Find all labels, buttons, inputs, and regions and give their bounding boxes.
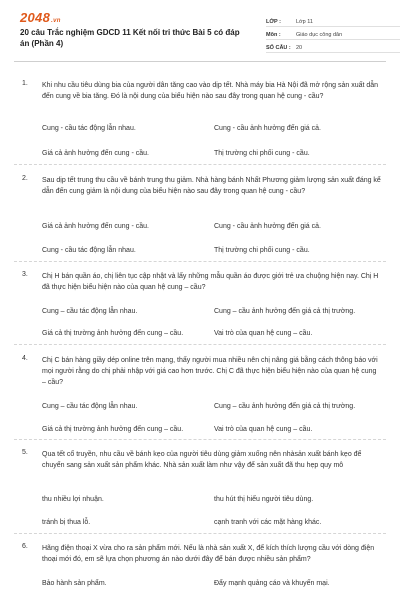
question-number: 6.: [22, 543, 28, 550]
meta-label: Môn :: [266, 32, 281, 38]
option-a[interactable]: Bảo hành sản phẩm.: [42, 580, 107, 587]
question-divider: [14, 533, 386, 534]
option-a[interactable]: Giá cả ảnh hưởng đến cung - cầu.: [42, 223, 149, 230]
option-d[interactable]: Vai trò của quan hệ cung – cầu.: [214, 330, 313, 337]
document-header: [14, 0, 386, 62]
question-divider: [14, 261, 386, 262]
option-b[interactable]: Đẩy mạnh quảng cáo và khuyến mại.: [214, 580, 330, 587]
option-b[interactable]: thu hút thị hiếu người tiêu dùng.: [214, 496, 314, 503]
question-number: 4.: [22, 355, 28, 362]
question-text: Sau dịp tết trung thu cầu về bánh trung thu giảm. Nhà hàng bánh Nhất Phương giảm lượng sản xuất đáng kể dẫn đến cung giảm là nội dung của biểu hiện nào sau đây trong quan hệ cung - cầu?: [42, 177, 381, 195]
option-b[interactable]: Cung – cầu ảnh hưởng đến giá cả thị trường.: [214, 308, 356, 315]
meta-row-count: [266, 40, 400, 53]
option-c[interactable]: Cung - cầu tác động lẫn nhau.: [42, 247, 136, 254]
option-a[interactable]: Cung – cầu tác động lẫn nhau.: [42, 403, 138, 410]
meta-row-subject: [266, 27, 400, 40]
question-text: Khi nhu cầu tiêu dùng bia của người dân tăng cao vào dịp tết. Nhà máy bia Hà Nội đã mở rộng sản xuất dẫn đến cung về bia tăng. Đó là nội dung của biểu hiện nào sau đây trong quan hệ cung - cầu?: [42, 82, 379, 100]
option-c[interactable]: tránh bị thua lỗ.: [42, 519, 91, 526]
option-b[interactable]: Cung – cầu ảnh hưởng đến giá cả thị trường.: [214, 403, 356, 410]
option-c[interactable]: Giá cả thị trường ảnh hưởng đến cung – cầu.: [42, 426, 184, 433]
option-a[interactable]: Cung – cầu tác động lẫn nhau.: [42, 308, 138, 315]
logo-suffix: .vn: [51, 18, 61, 24]
option-b[interactable]: Cung - cầu ảnh hưởng đến giá cả.: [214, 223, 321, 230]
question-divider: [14, 344, 386, 345]
option-a[interactable]: thu nhiều lợi nhuận.: [42, 496, 104, 503]
meta-value: Lớp 11: [296, 19, 313, 25]
option-d[interactable]: cạnh tranh với các mặt hàng khác.: [214, 519, 322, 526]
option-c[interactable]: Giá cả ảnh hưởng đến cung - cầu.: [42, 150, 149, 157]
question-divider: [14, 439, 386, 440]
question-number: 2.: [22, 175, 28, 182]
option-d[interactable]: Thị trường chi phối cung - cầu.: [214, 150, 310, 157]
question-text: Qua tết cổ truyền, nhu cầu về bánh kẹo của người tiêu dùng giảm xuống nên nhàsản xuất bánh kẹo để chuyển sang sản xuất sản phẩm khác. Nhà sản xuất làm như vậy để sản xuất đã thu hẹp quy mô: [42, 451, 362, 469]
logo-text: 2048: [20, 10, 51, 25]
document-title: 20 câu Trắc nghiệm GDCD 11 Kết nối tri thức Bài 5 có đáp án (Phần 4): [20, 28, 240, 48]
question-text: Hãng điện thoại X vừa cho ra sản phẩm mới. Nếu là nhà sản xuất X, để kích thích lượng cầu với dòng điện thoại mới đó, em sẽ lựa chọn phương án nào dưới đây để bán được nhiều sản phẩm?: [42, 545, 375, 563]
meta-row-class: [266, 14, 400, 27]
site-logo[interactable]: [20, 10, 61, 25]
option-a[interactable]: Cung - cầu tác động lẫn nhau.: [42, 125, 136, 132]
question-text: Chị H bán quần áo, chị liên tục cập nhật và lấy những mẫu quần áo được giới trẻ ưa chuộng hiện nay. Chị H đã thực hiện biểu hiện nào của quan hệ cung – cầu?: [42, 273, 379, 291]
question-number: 5.: [22, 449, 28, 456]
question-number: 3.: [22, 271, 28, 278]
document-meta: [266, 14, 400, 53]
question-divider: [14, 164, 386, 165]
option-b[interactable]: Cung - cầu ảnh hưởng đến giá cả.: [214, 125, 321, 132]
option-d[interactable]: Thị trường chi phối cung - cầu.: [214, 247, 310, 254]
question-number: 1.: [22, 80, 28, 87]
question-text: Chị C bán hàng giầy dép online trên mạng, thấy người mua nhiều nên chị nâng giá bằng cách thông báo với mọi người rằng do chị phải nhập với giá cao hơn trước. Chị C đã thực hiện biểu hiện nào của quan hệ cung – cầu?: [42, 357, 378, 386]
meta-value: 20: [296, 45, 303, 51]
option-d[interactable]: Vai trò của quan hệ cung – cầu.: [214, 426, 313, 433]
meta-label: LỚP :: [266, 19, 281, 25]
meta-label: SỐ CÂU :: [266, 45, 291, 51]
option-c[interactable]: Giá cả thị trường ảnh hưởng đến cung – cầu.: [42, 330, 184, 337]
meta-value: Giáo dục công dân: [296, 32, 343, 38]
